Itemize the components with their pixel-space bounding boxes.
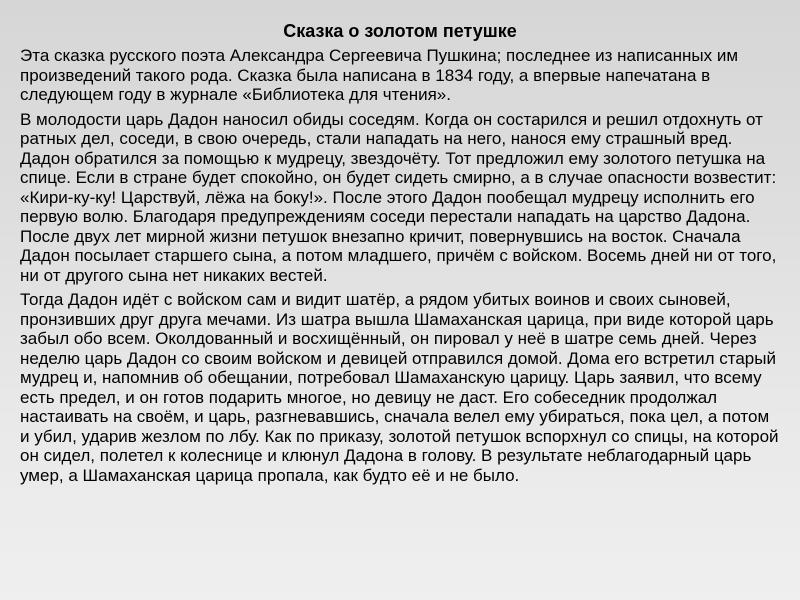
paragraph-intro: Эта сказка русского поэта Александра Сергеевича Пушкина; последнее из написанных им произведений такого рода. Сказка была написана в 1834 году, а впервые напечатана в следующем году в журнале «Библиотека для чтения». [20, 46, 739, 104]
document-title: Сказка о золотом петушке [283, 21, 517, 41]
paragraph-plot-ending: Тогда Дадон идёт с войском сам и видит шатёр, а рядом убитых воинов и своих сыновей, пронзивших друг друга мечами. Из шатра вышла Шамаханская царица, при виде которой царь забыл обо всем. Околдованный и восхищённый, он пировал у неё в шатре семь дней. Через неделю царь Дадон со своим войском и девицей отправился домой. Дома его встретил старый мудрец и, напомнив об обещании, потребовал Шамаханскую царицу. Царь заявил, что всему есть предел, и он готов подарить многое, но девицу не даст. Его собеседник продолжал настаивать на своём, и царь, разгневавшись, сначала велел ему убираться, пока цел, а потом и убил, ударив жезлом по лбу. Как по приказу, золотой петушок вспорхнул со спицы, на которой он сидел, полетел к колеснице и клюнул Дадона в голову. В результате неблагодарный царь умер, а Шамаханская царица пропала, как будто её и не было. [20, 290, 779, 485]
paragraph-plot-beginning: В молодости царь Дадон наносил обиды соседям. Когда он состарился и решил отдохнуть от ратных дел, соседи, в свою очередь, стали нападать на него, нанося ему страшный вред. Дадон обратился за помощью к мудрецу, звездочёту. Тот предложил ему золотого петушка на спице. Если в стране будет спокойно, он будет сидеть смирно, а в случае опасности возвестит: «Кири-ку-ку! Царствуй, лёжа на боку!». После этого Дадон пообещал мудрецу исполнить его первую волю. Благодаря предупреждениям соседи перестали нападать на царство Дадона. После двух лет мирной жизни петушок внезапно кричит, повернувшись на восток. Сначала Дадон посылает старшего сына, а потом младшего, причём с войском. Восемь дней ни от того, ни от другого сына нет никаких вестей. [20, 109, 777, 285]
